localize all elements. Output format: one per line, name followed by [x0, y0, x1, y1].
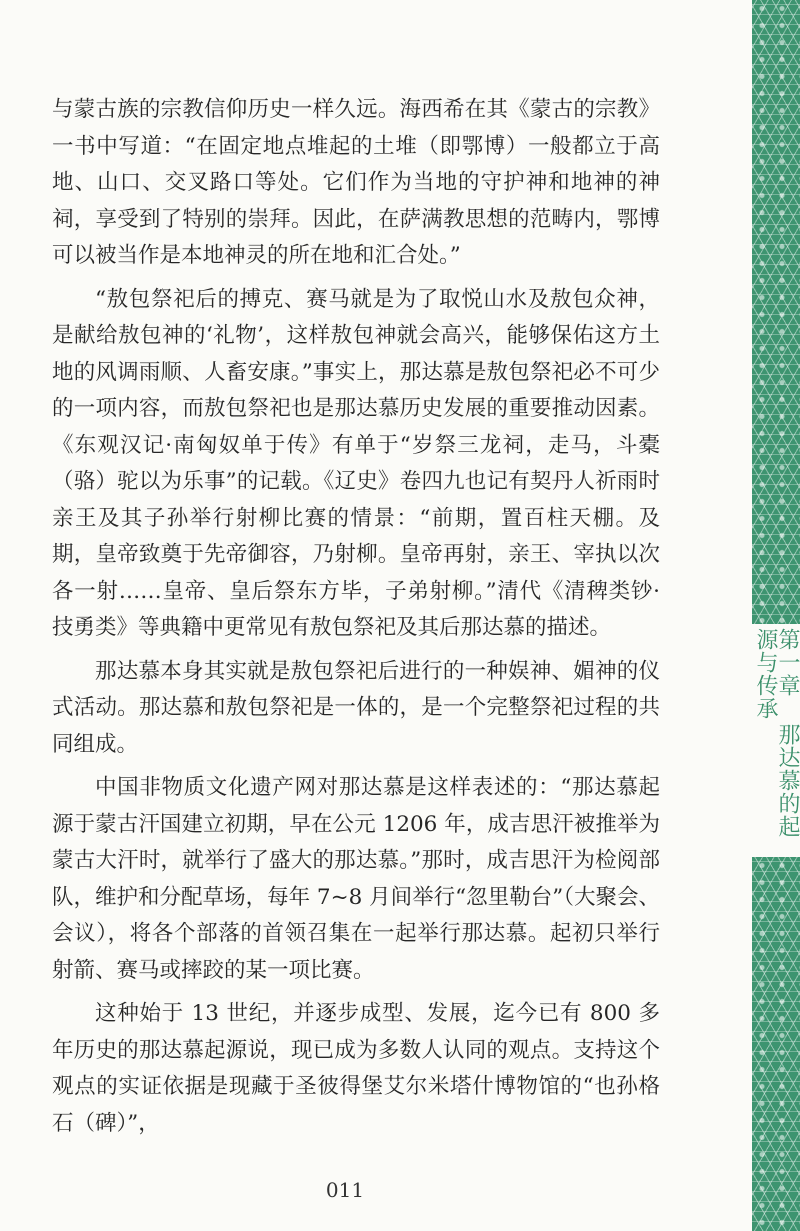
page-number: 011: [325, 1178, 365, 1202]
paragraph: 与蒙古族的宗教信仰历史一样久远。海西希在其《蒙古的宗教》一书中写道：“在固定地点堆起的土堆（即鄂博）一般都立于高地、山口、交叉路口等处。它们作为当地的守护神和地神的神祠，享受到了特别的崇拜。因此，在萨满教思想的范畴内，鄂博可以被当作是本地神灵的所在地和汇合处。”: [52, 97, 660, 268]
paragraph: 那达慕本身其实就是敖包祭祀后进行的一种娱神、媚神的仪式活动。那达慕和敖包祭祀是一体的，是一个完整祭祀过程的共同组成。: [52, 658, 660, 757]
decorative-pattern: [752, 0, 800, 624]
decorative-pattern: [752, 857, 800, 1231]
chapter-tab: [752, 624, 800, 857]
paragraph: 这种始于 13 世纪，并逐步成型、发展，迄今已有 800 多年历史的那达慕起源说，现已成为多数人认同的观点。支持这个观点的实证依据是现藏于圣彼得堡艾尔米塔什博物馆的“也孙格石（碑）”，: [52, 1001, 660, 1136]
chapter-tab-label: 第一章 那达慕的起源与传承: [753, 628, 800, 838]
paragraph: 中国非物质文化遗产网对那达慕是这样表述的：“那达慕起源于蒙古汗国建立初期，早在公元 1206 年，成吉思汗被推举为蒙古大汗时，就举行了盛大的那达慕。”那时，成吉思汗为检阅部队，维护和分配草场，每年 7~8 月间举行“忽里勒台”（大聚会、会议），将各个部落的首领召集在一起举行那达慕。起初只举行射箭、赛马或摔跤的某一项比赛。: [52, 775, 660, 983]
chapter-edge-band: [752, 0, 800, 1231]
body-text: [52, 92, 660, 1149]
paragraph: “敖包祭祀后的搏克、赛马就是为了取悦山水及敖包众神，是献给敖包神的‘礼物’，这样敖包神就会高兴，能够保佑这方土地的风调雨顺、人畜安康。”事实上，那达慕是敖包祭祀必不可少的一项内容，而敖包祭祀也是那达慕历史发展的重要推动因素。《东观汉记·南匈奴单于传》有单于“岁祭三龙祠，走马，斗橐（骆）驼以为乐事”的记载。《辽史》卷四九也记有契丹人祈雨时亲王及其子孙举行射柳比赛的情景：“前期，置百柱天棚。及期，皇帝致奠于先帝御容，乃射柳。皇帝再射，亲王、宰执以次各一射……皇帝、皇后祭东方毕，子弟射柳。”清代《清稗类钞·技勇类》等典籍中更常见有敖包祭祀及其后那达慕的描述。: [52, 286, 660, 640]
